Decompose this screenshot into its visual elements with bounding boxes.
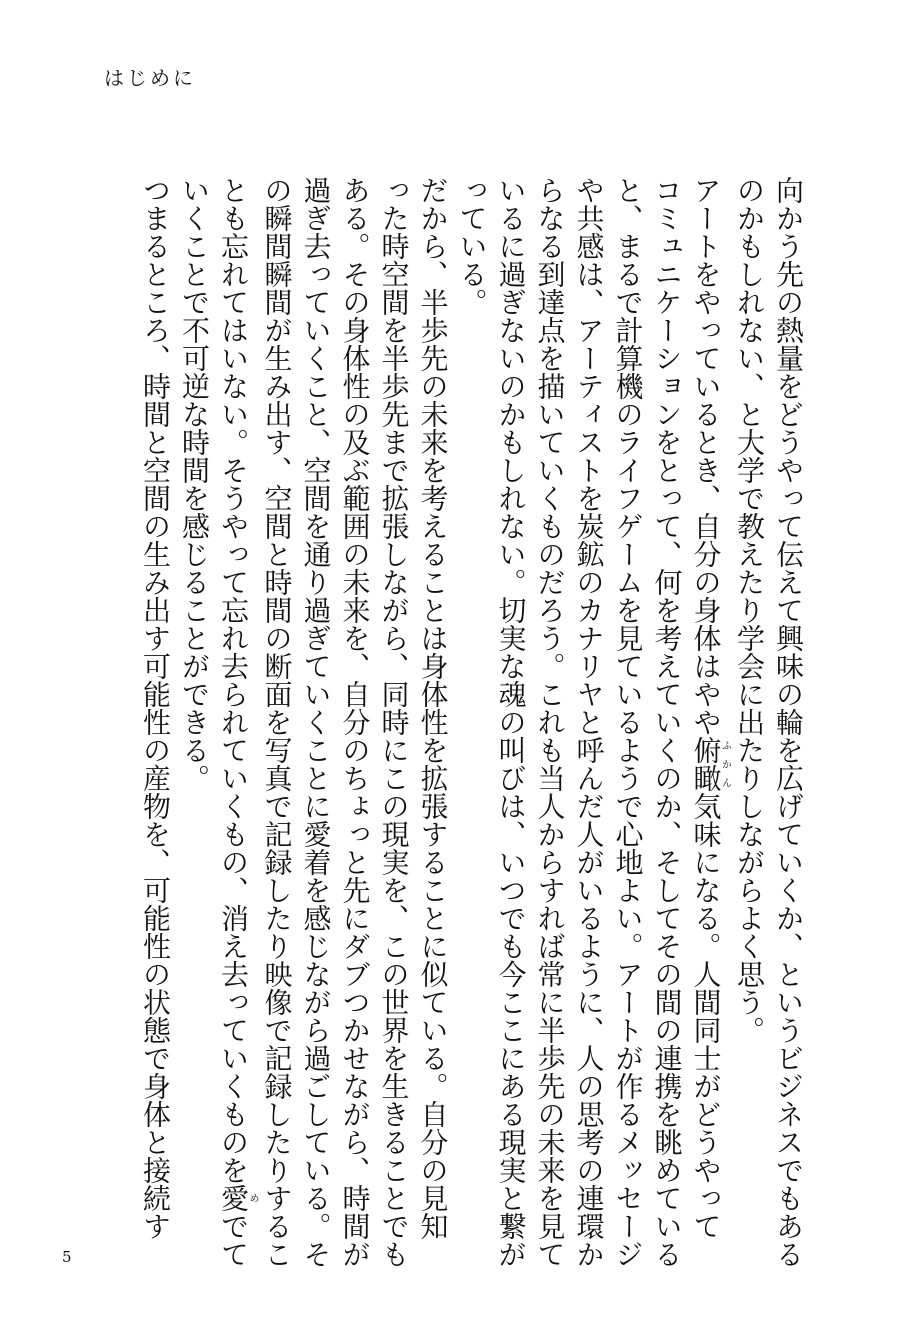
furigana-word bbox=[689, 736, 731, 792]
text-line: 向かう先の熱量をどうやって伝えて興味の輪を広げていくか、というビジネスでもある bbox=[772, 176, 805, 1268]
text-line: コミュニケーションをとって、何を考えていくのか、そしてその間の連携を眺めている bbox=[650, 176, 684, 1268]
line-segment: アートをやっているとき、自分の身体はやや bbox=[689, 176, 723, 736]
line-segment: 気味になる。人間同士がどうやって bbox=[689, 792, 723, 1240]
text-line: いくことで不可逆な時間を感じることができる。 bbox=[178, 176, 211, 792]
text-line: や共感は、アーティストを炭鉱のカナリヤと呼んだ人がいるように、人の思考の連環か bbox=[572, 176, 606, 1268]
furigana-base: 俯瞰 bbox=[689, 736, 723, 792]
furigana-reading: め bbox=[247, 1184, 258, 1212]
text-line: 過ぎ去っていくこと、空間を通り過ぎていくことに愛着を感じながら過ごしている。そ bbox=[299, 176, 333, 1268]
text-line: の瞬間瞬間が生み出す、空間と時間の断面を写真で記録したり映像で記録したりするこ bbox=[260, 176, 294, 1268]
text-line: だから、半歩先の未来を考えることは身体性を拡張することに似ている。自分の見知 bbox=[416, 176, 450, 1240]
page-number: 5 bbox=[62, 1248, 72, 1266]
text-line: いるに過ぎないのかもしれない。切実な魂の叫びは、いつでも今ここにある現実と繋が bbox=[494, 176, 528, 1268]
furigana-word bbox=[217, 1184, 258, 1212]
line-segment: でて bbox=[217, 1212, 250, 1268]
text-line: った時空間を半歩先まで拡張しながら、同時にこの現実を、この世界を生きることでも bbox=[377, 176, 411, 1268]
text-line: と、まるで計算機のライフゲームを見ているようで心地よい。アートが作るメッセージ bbox=[611, 176, 645, 1268]
text-line-with-furigana bbox=[214, 176, 258, 1268]
text-line: のかもしれない、と大学で教えたり学会に出たりしながらよく思う。 bbox=[733, 176, 766, 1044]
furigana-base: 愛 bbox=[217, 1184, 250, 1212]
line-segment: とも忘れてはいない。そうやって忘れ去られていくもの、消え去っていくものを bbox=[217, 176, 250, 1184]
vertical-body-text bbox=[136, 176, 808, 1268]
furigana-reading: ふかん bbox=[719, 736, 731, 792]
text-line: っている。 bbox=[455, 176, 489, 316]
text-line: つまるところ、時間と空間の生み出す可能性の産物を、可能性の状態で身体と接続す bbox=[139, 176, 172, 1240]
text-line: らなる到達点を描いていくものだろう。これも当人からすれば常に半歩先の未来を見て bbox=[533, 176, 567, 1268]
text-line: ある。その身体性の及ぶ範囲の未来を、自分のちょっと先にダブつかせながら、時間が bbox=[338, 176, 372, 1268]
chapter-header: はじめに bbox=[104, 66, 196, 90]
text-line-with-furigana bbox=[687, 176, 731, 1268]
